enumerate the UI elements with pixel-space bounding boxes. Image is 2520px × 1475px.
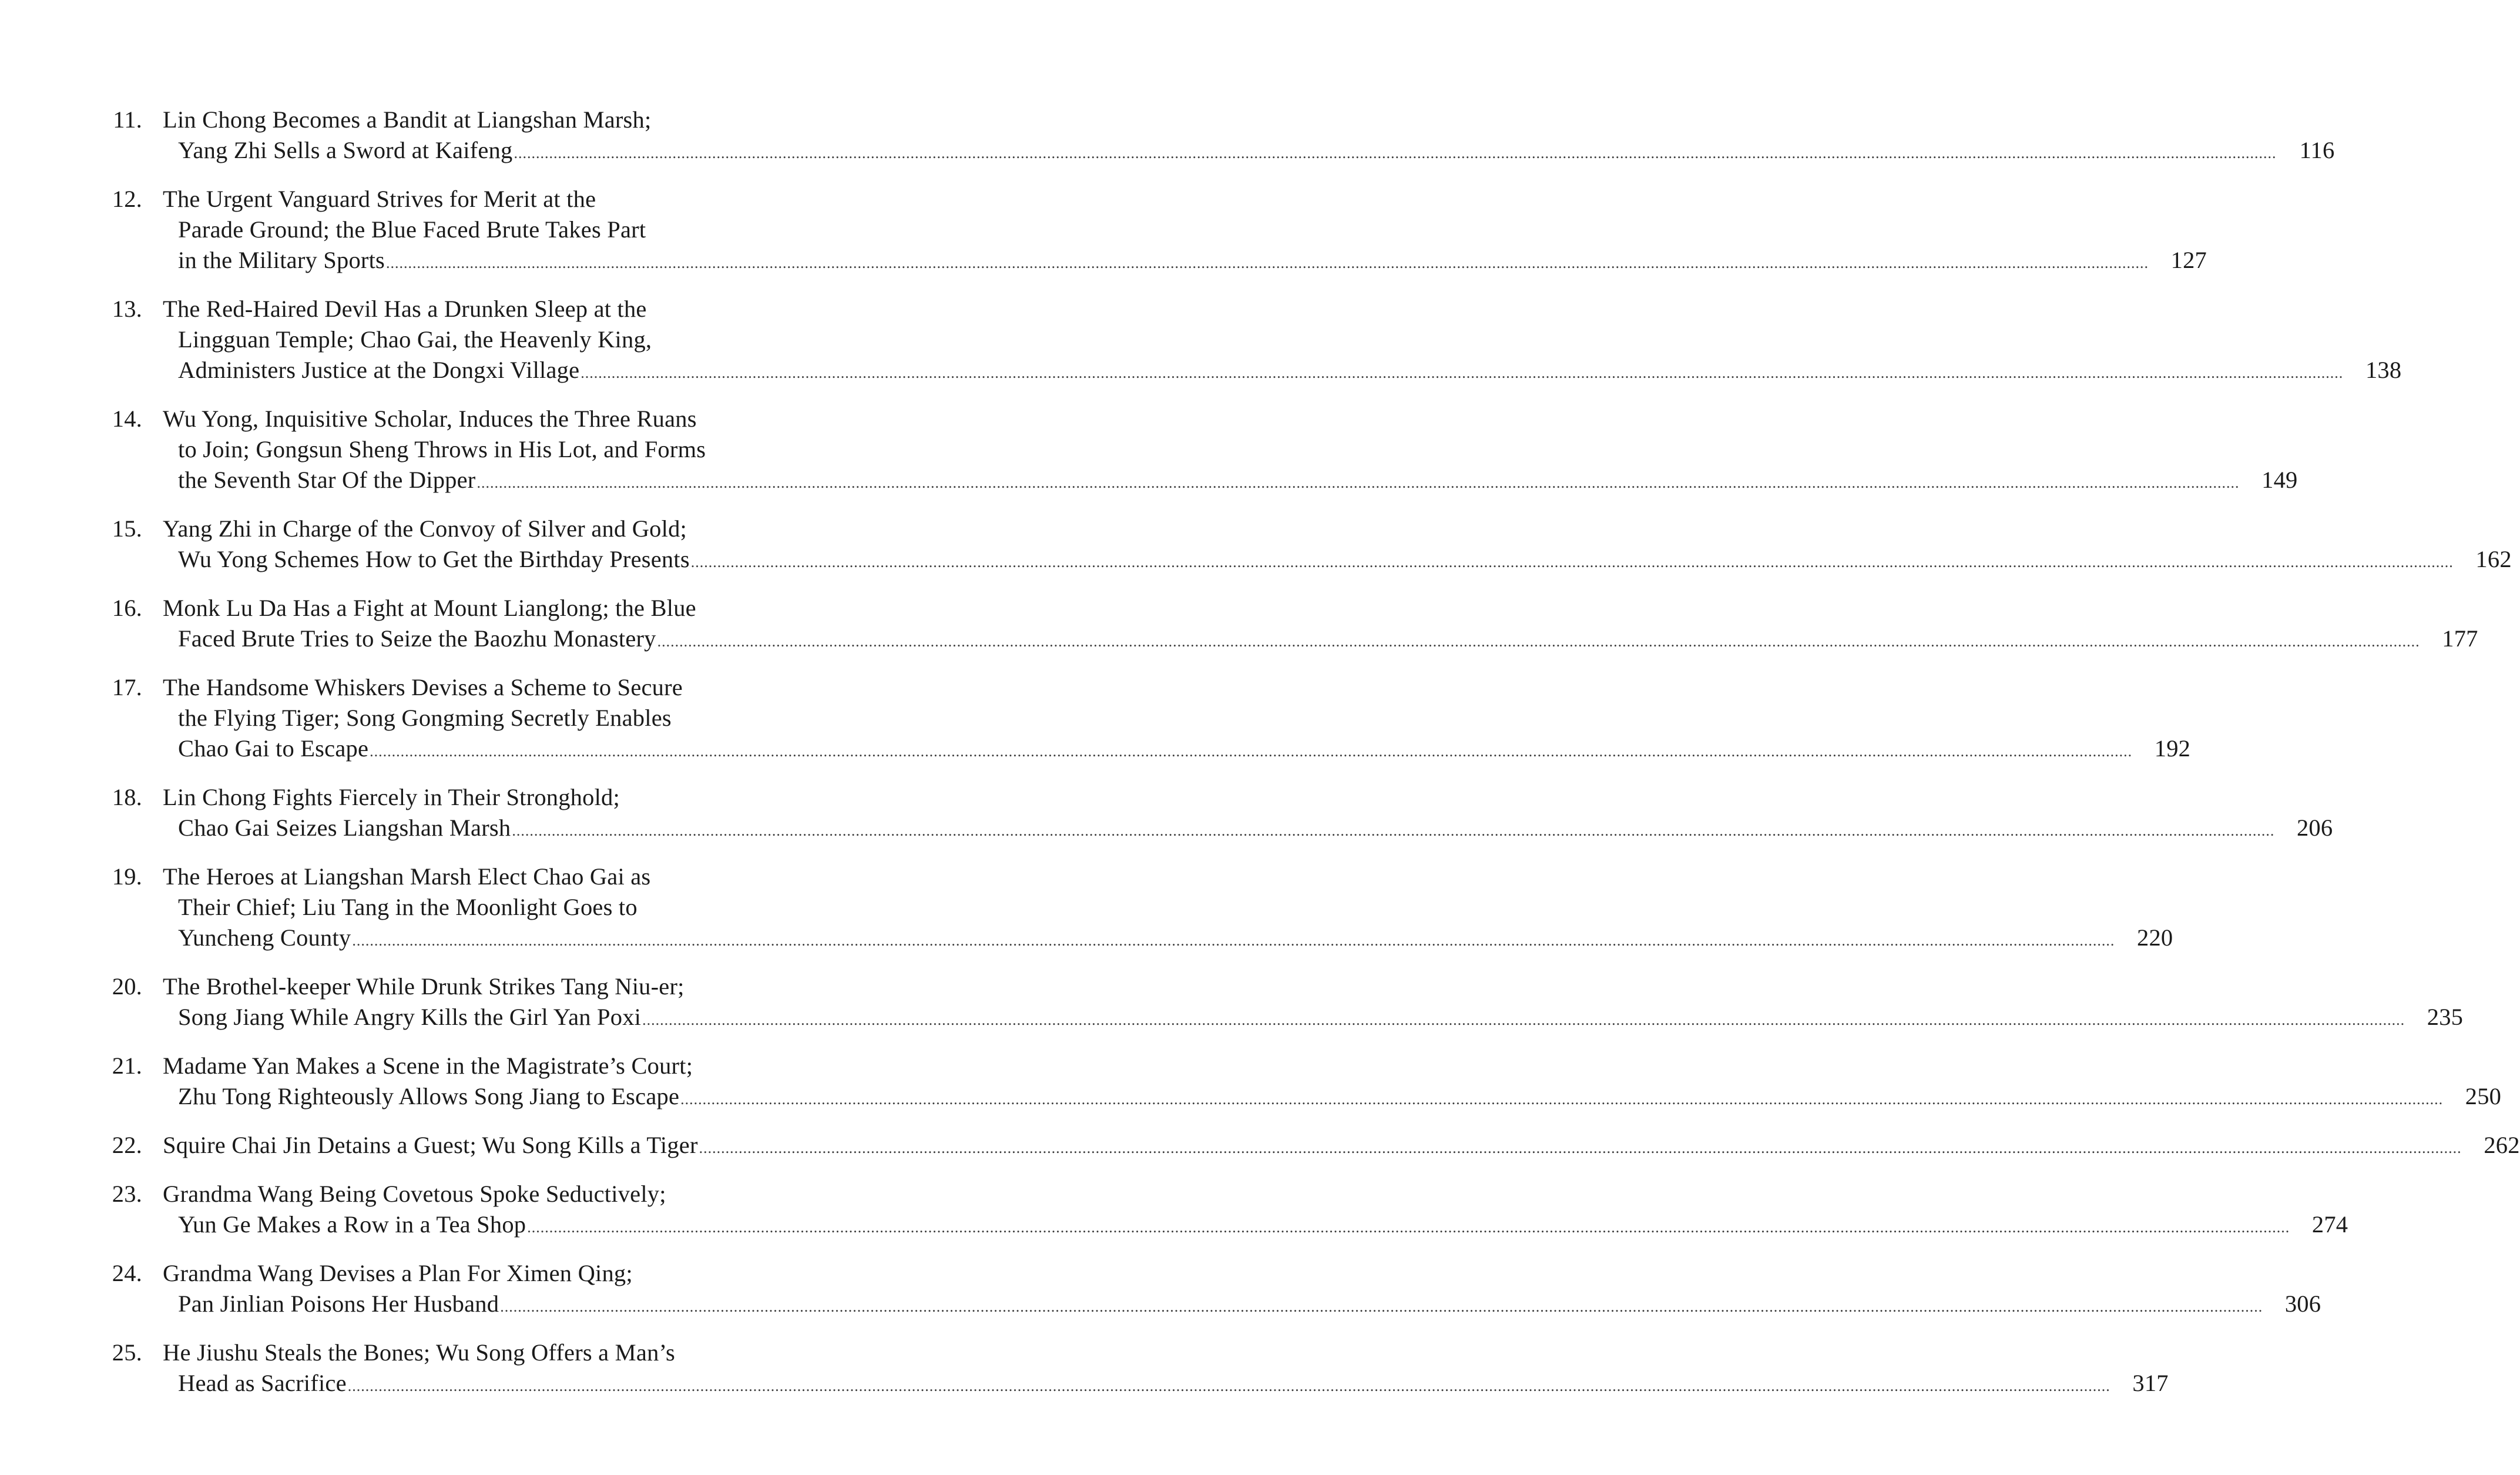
toc-entry: [101, 514, 2512, 578]
dot-leader: ................................................................................................................................................................................................................................................................................................................................................................................................................: [512, 822, 2275, 839]
chapter-title-line: [163, 135, 2335, 169]
chapter-title-line: The Handsome Whiskers Devises a Scheme to Secure: [163, 674, 683, 700]
toc-entry: [101, 971, 2464, 1035]
chapter-title-line: [163, 544, 2512, 578]
toc-entry: [101, 1258, 2321, 1322]
dot-leader: ................................................................................................................................................................................................................................................................................................................................................................................................................: [680, 1091, 2444, 1108]
page-number: 116: [2299, 137, 2335, 163]
dot-leader: ................................................................................................................................................................................................................................................................................................................................................................................................................: [386, 254, 2149, 271]
chapter-number: 19.: [112, 863, 142, 890]
chapter-title-text: Yun Ge Makes a Row in a Tea Shop: [178, 1211, 526, 1238]
page-number: 306: [2284, 1290, 2321, 1317]
chapter-title-line: Lin Chong Fights Fiercely in Their Stronghold;: [163, 784, 620, 810]
page-number: 206: [2296, 814, 2333, 841]
dot-leader: ................................................................................................................................................................................................................................................................................................................................................................................................................: [657, 633, 2420, 650]
chapter-title-line: Grandma Wang Being Covetous Spoke Seductively;: [163, 1181, 666, 1207]
dot-leader: ................................................................................................................................................................................................................................................................................................................................................................................................................: [514, 145, 2277, 162]
page-number: 235: [2427, 1004, 2464, 1030]
chapter-title-line: The Brothel-keeper While Drunk Strikes Tang Niu-er;: [163, 973, 684, 1000]
toc-entry: [101, 184, 2207, 279]
dot-leader: ................................................................................................................................................................................................................................................................................................................................................................................................................: [370, 743, 2133, 760]
chapter-number: 25.: [112, 1339, 142, 1366]
chapter-title-line: [163, 355, 2402, 388]
dot-leader: ................................................................................................................................................................................................................................................................................................................................................................................................................: [580, 364, 2344, 381]
chapter-number: 22.: [112, 1132, 142, 1158]
chapter-title-line: Wu Yong, Inquisitive Scholar, Induces the Three Ruans: [163, 405, 697, 432]
chapter-title-line: [163, 1289, 2321, 1322]
chapter-title-line: [163, 1002, 2464, 1035]
chapter-number: 20.: [112, 973, 142, 1000]
page-number: 220: [2137, 924, 2173, 951]
chapter-title-line: Lingguan Temple; Chao Gai, the Heavenly King,: [178, 326, 652, 353]
chapter-title-line: Monk Lu Da Has a Fight at Mount Lianglong; the Blue: [163, 595, 696, 621]
page-number: 250: [2465, 1083, 2502, 1109]
chapter-title-line: [163, 623, 2478, 657]
chapter-title-line: [163, 733, 2191, 767]
chapter-title-line: [163, 923, 2173, 956]
chapter-title-line: [163, 245, 2207, 279]
toc-entry: [101, 1179, 2348, 1243]
chapter-number: 16.: [112, 595, 142, 621]
chapter-title-text: Zhu Tong Righteously Allows Song Jiang to Escape: [178, 1083, 680, 1109]
chapter-title-line: [163, 1209, 2348, 1243]
page-number: 317: [2132, 1370, 2169, 1396]
dot-leader: ................................................................................................................................................................................................................................................................................................................................................................................................................: [352, 932, 2115, 949]
dot-leader: ................................................................................................................................................................................................................................................................................................................................................................................................................: [500, 1298, 2263, 1315]
chapter-title-text: Chao Gai Seizes Liangshan Marsh: [178, 814, 511, 841]
chapter-title-line: Madame Yan Makes a Scene in the Magistrate’s Court;: [163, 1052, 693, 1079]
toc-entry: [101, 1337, 2169, 1402]
chapter-number: 23.: [112, 1181, 142, 1207]
toc-entry: [101, 1051, 2502, 1115]
page-number: 127: [2170, 247, 2207, 273]
chapter-title-line: [163, 1081, 2502, 1115]
chapter-title-text: Song Jiang While Angry Kills the Girl Yan Poxi: [178, 1004, 642, 1030]
chapter-title-line: Their Chief; Liu Tang in the Moonlight Goes to: [178, 894, 637, 920]
chapter-title-line: The Heroes at Liangshan Marsh Elect Chao Gai as: [163, 863, 651, 890]
chapter-number: 13.: [112, 296, 142, 322]
chapter-title-line: to Join; Gongsun Sheng Throws in His Lot, and Forms: [178, 436, 706, 462]
chapter-title-text: Chao Gai to Escape: [178, 735, 369, 762]
toc-entry: [101, 593, 2478, 657]
chapter-title-line: [163, 813, 2333, 846]
toc-entry: [101, 782, 2333, 846]
toc-entry: [101, 105, 2335, 169]
chapter-title-line: [163, 1130, 2520, 1164]
chapter-title-text: Administers Justice at the Dongxi Village: [178, 357, 580, 383]
page-number: 138: [2365, 357, 2402, 383]
dot-leader: ................................................................................................................................................................................................................................................................................................................................................................................................................: [642, 1011, 2405, 1028]
chapter-title-text: Yuncheng County: [178, 924, 351, 951]
chapter-number: 17.: [112, 674, 142, 700]
dot-leader: ................................................................................................................................................................................................................................................................................................................................................................................................................: [690, 554, 2454, 571]
toc-entry: [101, 294, 2402, 388]
chapter-title-line: [163, 465, 2298, 498]
chapter-title-line: [163, 1368, 2169, 1402]
toc-entry: [101, 404, 2298, 498]
chapter-title-line: Lin Chong Becomes a Bandit at Liangshan Marsh;: [163, 106, 652, 133]
page-number: 177: [2442, 625, 2478, 652]
chapter-title-line: He Jiushu Steals the Bones; Wu Song Offers a Man’s: [163, 1339, 675, 1366]
chapter-title-text: Yang Zhi Sells a Sword at Kaifeng: [178, 137, 513, 163]
chapter-number: 11.: [113, 106, 142, 133]
dot-leader: ................................................................................................................................................................................................................................................................................................................................................................................................................: [527, 1219, 2290, 1236]
chapter-number: 18.: [112, 784, 142, 810]
chapter-title-text: Squire Chai Jin Detains a Guest; Wu Song Kills a Tiger: [163, 1132, 698, 1158]
toc-entry: [101, 1130, 2520, 1164]
chapter-title-text: Head as Sacrifice: [178, 1370, 347, 1396]
page-number: 262: [2484, 1132, 2520, 1158]
chapter-title-line: The Red-Haired Devil Has a Drunken Sleep at the: [163, 296, 647, 322]
dot-leader: ................................................................................................................................................................................................................................................................................................................................................................................................................: [699, 1139, 2462, 1156]
chapter-number: 24.: [112, 1260, 142, 1286]
chapter-title-text: Wu Yong Schemes How to Get the Birthday Presents: [178, 546, 690, 572]
chapter-title-line: the Flying Tiger; Song Gongming Secretly Enables: [178, 705, 672, 731]
chapter-title-text: the Seventh Star Of the Dipper: [178, 467, 476, 493]
chapter-title-text: Faced Brute Tries to Seize the Baozhu Monastery: [178, 625, 656, 652]
page-number: 149: [2261, 467, 2298, 493]
chapter-title-line: Grandma Wang Devises a Plan For Ximen Qing;: [163, 1260, 633, 1286]
chapter-title-text: in the Military Sports: [178, 247, 385, 273]
dot-leader: ................................................................................................................................................................................................................................................................................................................................................................................................................: [347, 1377, 2110, 1394]
toc-entry: [101, 861, 2173, 956]
page-number: 162: [2475, 546, 2512, 572]
page-number: 192: [2154, 735, 2191, 762]
page-number: 274: [2311, 1211, 2348, 1238]
chapter-number: 12.: [112, 186, 142, 212]
chapter-title-line: Parade Ground; the Blue Faced Brute Takes Part: [178, 216, 646, 243]
toc-entry: [101, 672, 2191, 767]
dot-leader: ................................................................................................................................................................................................................................................................................................................................................................................................................: [477, 474, 2240, 491]
chapter-number: 21.: [112, 1052, 142, 1079]
chapter-title-text: Pan Jinlian Poisons Her Husband: [178, 1290, 499, 1317]
chapter-number: 15.: [112, 515, 142, 542]
chapter-title-line: Yang Zhi in Charge of the Convoy of Silver and Gold;: [163, 515, 687, 542]
chapter-title-line: The Urgent Vanguard Strives for Merit at the: [163, 186, 596, 212]
chapter-number: 14.: [112, 405, 142, 432]
table-of-contents: [101, 105, 2520, 1417]
